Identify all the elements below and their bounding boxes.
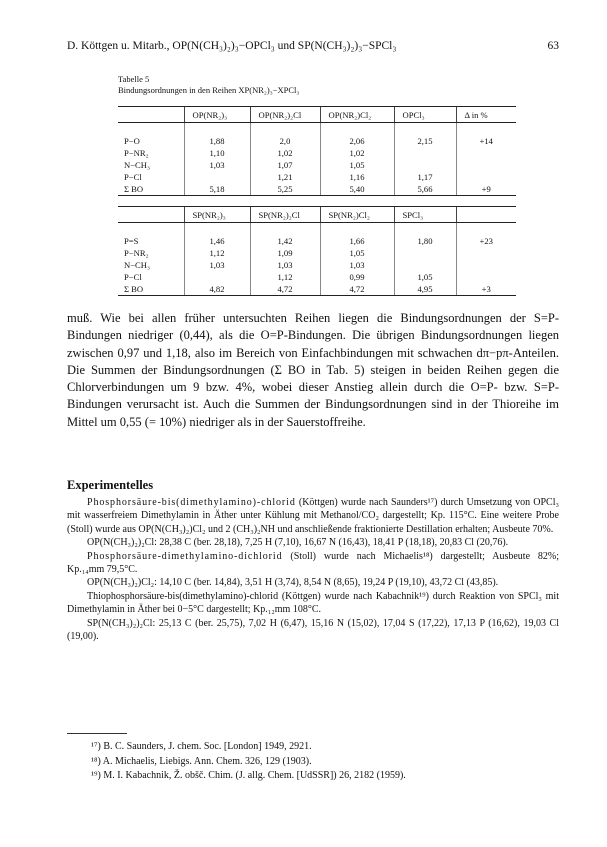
row-label: P−NR₂ <box>124 248 149 258</box>
compound-name: Phosphorsäure-bis(dimethylamino)-chlorid <box>87 497 296 508</box>
table-cell: 1,66 <box>320 235 394 247</box>
table-cell: 1,12 <box>250 271 320 283</box>
experimental-text: (Stoll) wurde nach Michaelis¹⁸) dargestellt; Ausbeute 82%; Kp.₁₄mm 79,5°C. <box>67 550 560 576</box>
running-head: D. Köttgen u. Mitarb., OP(N(CH₃)₂)₃−OPCl₃ und SP(N(CH₃)₂)₃−SPCl₃ <box>67 40 397 52</box>
table-cell: 5,18 <box>184 183 250 196</box>
table-cell <box>456 171 516 183</box>
row-label: Σ BO <box>118 283 184 296</box>
header-cell: SP(NR₂)₂Cl <box>250 207 320 223</box>
table-row <box>118 283 516 296</box>
header-cell <box>118 207 184 223</box>
table-cell: 1,03 <box>184 159 250 171</box>
table-cell: 1,10 <box>184 147 250 159</box>
table-cell: 1,03 <box>320 259 394 271</box>
table-cell <box>184 271 250 283</box>
row-label: P−Cl <box>124 172 142 182</box>
compound-name: Phosphorsäure-dimethylamino-dichlorid <box>87 550 283 562</box>
bond-order-table-sulfur <box>118 206 516 296</box>
table-row <box>118 259 516 271</box>
table-cell: 1,02 <box>320 147 394 159</box>
row-label: P=S <box>124 236 139 246</box>
table-cell <box>394 147 456 159</box>
header-cell <box>118 107 184 123</box>
table-cell: 4,95 <box>394 283 456 296</box>
header-cell: SP(NR₂)₃ <box>184 207 250 223</box>
table-cell <box>456 147 516 159</box>
row-label: Σ BO <box>118 183 184 196</box>
body-paragraph: muß. Wie bei allen früher untersuchten Reihen liegen die Bindungsordnungen der S=P-Bindungen niedriger (0,44), als die O=P-Bindungen. Die übrigen Bindungsordnungen liegen zwischen 0,97 und 1,18, also im Bereich von Einfachbindungen mit schwachen dπ−pπ-Anteilen. Die Summen der Bindungsordnungen (Σ BO in Tab. 5) steigen in beiden Reihen gegen die Chlorverbindungen um 9 bzw. 4%, wobei dieser Anstieg allein durch die O=P- bzw. S=P-Bindungen verursacht ist. Auch die Summen der Bindungsordnungen sind in der Thioreihe im Mittel um 0,55 (= 10%) niedriger als in der Sauerstoffreihe. <box>67 311 559 429</box>
table-row <box>118 235 516 247</box>
table-cell: 4,82 <box>184 283 250 296</box>
table-cell: +3 <box>456 283 516 296</box>
experimental-paragraph <box>67 496 559 536</box>
table-row <box>118 135 516 147</box>
table-cell <box>456 159 516 171</box>
header-cell: Δ in % <box>456 107 516 123</box>
table-cell: 4,72 <box>320 283 394 296</box>
table-cell: +9 <box>456 183 516 196</box>
table-cell: 1,16 <box>320 171 394 183</box>
running-header <box>67 40 559 58</box>
row-label: N−CH₃ <box>124 260 150 270</box>
table-cell: 1,46 <box>184 235 250 247</box>
bond-order-table-oxygen <box>118 106 516 196</box>
footnotes <box>91 740 561 784</box>
header-cell: OP(NR₂)Cl₂ <box>320 107 394 123</box>
table-cell: 2,0 <box>250 135 320 147</box>
table-cell: 1,88 <box>184 135 250 147</box>
table-header-row <box>118 207 516 223</box>
table-cell <box>184 171 250 183</box>
table-cell <box>456 247 516 259</box>
table-header-row <box>118 107 516 123</box>
table-row <box>118 183 516 196</box>
table-cell: 5,25 <box>250 183 320 196</box>
table-cell: 1,05 <box>320 159 394 171</box>
table-cell: 1,03 <box>250 259 320 271</box>
footnote: ¹⁸) A. Michaelis, Liebigs. Ann. Chem. 326, 129 (1903). <box>91 755 312 767</box>
table-cell: 1,12 <box>184 247 250 259</box>
footnote-divider <box>67 733 127 734</box>
row-label: N−CH₃ <box>124 160 150 170</box>
table-row <box>118 159 516 171</box>
header-cell: OPCl₃ <box>394 107 456 123</box>
experimental-section <box>67 496 559 643</box>
table-cell: 1,05 <box>394 271 456 283</box>
table-row <box>118 171 516 183</box>
table-cell: 1,02 <box>250 147 320 159</box>
table-cell: 1,17 <box>394 171 456 183</box>
analysis-paragraph: OP(N(CH₃)₂)₂Cl: 28,38 C (ber. 28,18), 7,25 H (7,10), 16,67 N (16,43), 18,41 P (18,18), 20,83 Cl (20,76). <box>87 537 509 549</box>
table-title: Bindungsordnungen in den Reihen XP(NR₂)₃−XPCl₃ <box>118 85 300 95</box>
table-cell <box>456 271 516 283</box>
table-label: Tabelle 5 <box>118 74 150 84</box>
experimental-text: (Köttgen) wurde nach Saunders¹⁷) durch Umsetzung von OPCl₃ mit wasserfreiem Dimethylamin in Äther unter Kühlung mit Methanol/CO₂ dargestellt; Kp. 115°C. Eine weitere Probe (Stoll) wurde aus OP(N(CH₃)₂)Cl₂ und 2 (CH₃)₂NH und anschließende fraktionierte Destillation erhalten; Ausbeute 70%. <box>67 497 559 535</box>
table-cell: 1,07 <box>250 159 320 171</box>
row-label: P−Cl <box>124 272 142 282</box>
table-cell: 2,15 <box>394 135 456 147</box>
row-label: P−O <box>124 136 140 146</box>
section-heading: Experimentelles <box>67 478 154 492</box>
footnote: ¹⁷) B. C. Saunders, J. chem. Soc. [London] 1949, 2921. <box>91 741 312 752</box>
header-cell: SPCl₃ <box>394 207 456 223</box>
table-cell <box>394 159 456 171</box>
table-cell: 0,99 <box>320 271 394 283</box>
table-cell <box>456 259 516 271</box>
header-cell: OP(NR₂)₃ <box>184 107 250 123</box>
table-cell <box>394 259 456 271</box>
header-cell <box>456 207 516 223</box>
analysis-paragraph: SP(N(CH₃)₂)₂Cl: 25,13 C (ber. 25,75), 7,02 H (6,47), 15,16 N (15,02), 17,04 S (17,22), 17,13 P (16,62), 19,03 Cl (19,00). <box>67 617 559 643</box>
table-cell: 1,03 <box>184 259 250 271</box>
footnote: ¹⁹) M. I. Kabachnik, Ž. obšč. Chim. (J. allg. Chem. [UdSSR]) 26, 2182 (1959). <box>91 770 406 781</box>
header-cell: SP(NR₂)Cl₂ <box>320 207 394 223</box>
table-cell: +14 <box>456 135 516 147</box>
row-label: P−NR₂ <box>124 148 149 158</box>
table-cell: 1,09 <box>250 247 320 259</box>
table-caption <box>118 74 299 96</box>
table-cell: 1,80 <box>394 235 456 247</box>
table-row <box>118 147 516 159</box>
experimental-paragraph <box>67 550 559 577</box>
analysis-paragraph: OP(N(CH₃)₂)Cl₂: 14,10 C (ber. 14,84), 3,51 H (3,74), 8,54 N (8,65), 19,24 P (19,10), 43,72 Cl (43,85). <box>87 577 499 589</box>
table-cell: 1,05 <box>320 247 394 259</box>
table-cell: 5,66 <box>394 183 456 196</box>
table-cell <box>394 247 456 259</box>
header-cell: OP(NR₂)₂Cl <box>250 107 320 123</box>
table-cell: 1,21 <box>250 171 320 183</box>
table-row <box>118 271 516 283</box>
table-cell: +23 <box>456 235 516 247</box>
table-cell: 2,06 <box>320 135 394 147</box>
table-row <box>118 247 516 259</box>
page-number: 63 <box>547 40 559 52</box>
table-cell: 5,40 <box>320 183 394 196</box>
experimental-paragraph: Thiophosphorsäure-bis(dimethylamino)-chlorid (Köttgen) wurde nach Kabachnik¹⁹) durch Reaktion von SPCl₃ mit Dimethylamin in Äther bei 0−5°C dargestellt; Kp.₁₂mm 108°C. <box>67 590 559 616</box>
table-cell: 1,42 <box>250 235 320 247</box>
table-cell: 4,72 <box>250 283 320 296</box>
